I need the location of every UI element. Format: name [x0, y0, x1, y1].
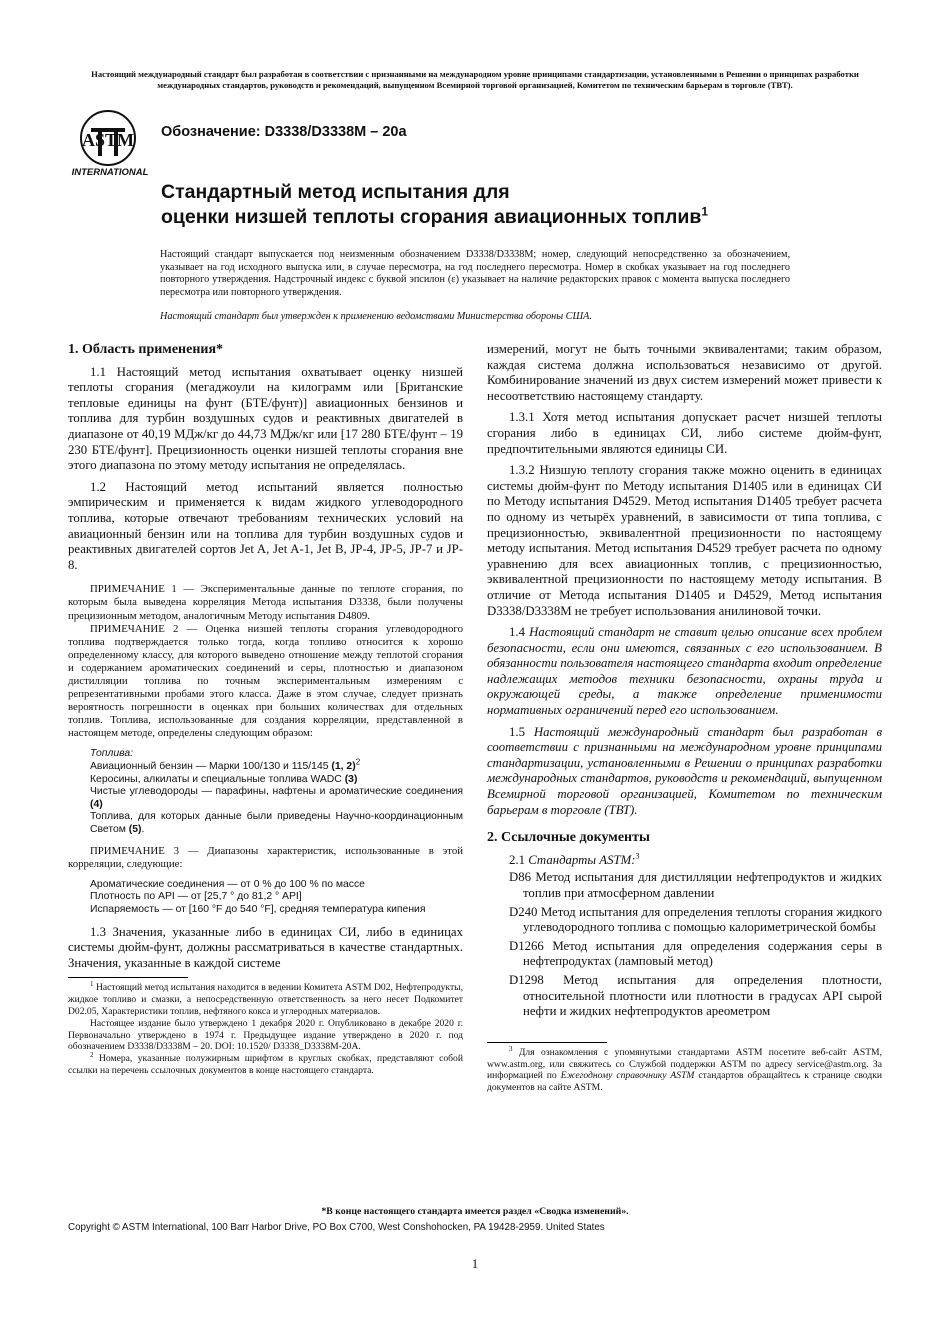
footnote-rule [68, 977, 188, 978]
fuels-list [90, 748, 463, 836]
title-line-2: оценки низшей теплоты сгорания авиационных топлив [161, 206, 702, 228]
range-item: Плотность по API — от [25,7 ° до 81,2 ° API] [90, 891, 302, 903]
right-column [487, 342, 882, 1094]
footnote-2: $^2$ Номера, указанные полужирным шрифтом в круглых скобках, представляют собой ссылки на перечень ссылочных документов в конце настоящего стандарта. [68, 1050, 463, 1076]
fuel-item: Чистые углеводороды — парафины, нафтены и ароматические соединения (4) [90, 786, 463, 810]
range-item: Ароматические соединения — от 0 % до 100 % по массе [90, 878, 365, 890]
reference-item: D240 Метод испытания для определения теплоты сгорания жидкого углеводородного топлива с помощью калориметрической бомбы [509, 904, 882, 935]
fuel-item: Топлива, для которых данные были приведены Научно-координационным Светом (5). [90, 811, 463, 835]
fuels-label: Топлива: [90, 748, 133, 760]
para-1-1: 1.1 Настоящий метод испытания охватывает оценку низшей теплоты сгорания (мегаджоули на килограмм или [Британские тепловые единицы на фунт (БТЕ/фунт)] авиационных бензинов и топлива для турбин воздушных судов и реактивных двигателей в диапазоне от 40,19 МДж/кг до 44,73 МДж/кг или [17 280 БТЕ/фунт – 19 230 БТЕ/фунт]. Прецизионность оценки низшей теплоты сгорания вне этого диапазона по этому методу испытания не определялась. [68, 364, 463, 473]
para-1-4: 1.4 Настоящий стандарт не ставит целью описание всех проблем безопасности, если они имеются, связанных с его использованием. В обязанности пользователя настоящего стандарта входит определение надлежащих методов техники безопасности, охраны труда и окружающей среды, а также определение применимости нормативных ограничений перед его использованием. [487, 625, 882, 718]
title-line-1: Стандартный метод испытания для [161, 181, 510, 203]
footnote-1: $^1$ Настоящий метод испытания находится в ведении Комитета ASTM D02, Нефтепродукты, жидкое топливо и смазки, а непосредственную ответственность за него несет Подкомитет D02.05, Характеристики топлив, нефтяного кокса и углеродных материалов. [68, 980, 463, 1017]
fuel-item: Керосины, алкилаты и специальные топлива WADC (3) [90, 773, 358, 785]
reference-item: D1266 Метод испытания для определения содержания серы в нефтепродуктах (ламповый метод) [509, 938, 882, 969]
section-1-heading: 1. Область применения* [68, 342, 224, 357]
logo-text-sub: INTERNATIONAL [71, 167, 149, 178]
title-footnote-mark: 1 [701, 204, 708, 219]
note-1: ПРИМЕЧАНИЕ 1 — Экспериментальные данные по теплоте сгорания, по которым была выведена корреляция Метода испытания D3338, были получены прецизионным методом, аналогичным Методу испытания D4809. [68, 583, 463, 622]
para-1-3-cont: измерений, могут не быть точными эквивалентами; таким образом, каждая система должна использоваться независимо от другой. Комбинирование значений из двух систем измерений может привести к несоответствию настоящему стандарту. [487, 342, 882, 403]
footnote-rule [487, 1042, 607, 1043]
reference-item: D86 Метод испытания для дистилляции нефтепродуктов и жидких топлив при атмосферном давлении [509, 870, 882, 900]
note-3: ПРИМЕЧАНИЕ 3 — Диапазоны характеристик, использованные в этой корреляции, следующие: [68, 844, 463, 870]
footnote-3: $^3$ Для ознакомления с упомянутыми стандартами ASTM посетите веб-сайт ASTM, www.astm.org, или свяжитесь со Службой поддержки ASTM по адресу service@astm.org. За информацией по Ежегодному справочнику ASTM стандартов обращайтесь к странице сводки документов на сайте ASTM. [487, 1044, 882, 1094]
astm-logo [64, 108, 156, 178]
designation: Обозначение: D3338/D3338M – 20a [161, 124, 407, 140]
fuel-item: Авиационный бензин — Марки 100/130 и 115/145 (1, 2)$^2$ [90, 757, 361, 773]
change-summary-note: *В конце настоящего стандарта имеется раздел «Сводка изменений». [321, 1206, 629, 1217]
para-1-3-1: 1.3.1 Хотя метод испытания допускает расчет низшей теплоты сгорания либо в единицах СИ, либо системе дюйм-фунт, предпочтительными являются единицы СИ. [487, 410, 882, 456]
note-2: ПРИМЕЧАНИЕ 2 — Оценка низшей теплоты сгорания углеводородного топлива подтверждается только тогда, когда топливо относится к хорошо определенному классу, для которого выведено отношение между теплотой сгорания и содержанием ароматических соединений и серы, плотностью и диапазоном дистилляции топлива по точным экспериментальным измерениям с репрезентативными пробами этого класса. Даже в этом случае, следует признать вероятность погрешности в оценках при больших количествах для отдельных топлив. Топлива, использованные для создания корреляции, представленной в настоящем методе, определены следующим образом: [68, 622, 463, 740]
top-notice: Настоящий международный стандарт был разработан в соответствии с признанными на международном уровне принципами стандартизации, установленными в Решении о принципах разработки международных стандартов, руководств и рекомендаций, выпущенном Всемирной торговой организацией, Комитетом по техническим барьерам в торговле (ТВТ). [91, 69, 859, 90]
reference-item: D1298 Метод испытания для определения плотности, относительной плотности или плотности в градусах API сырой нефти и жидких нефтепродуктов ареометром [509, 972, 882, 1019]
left-column [68, 342, 463, 1077]
page-number: 1 [471, 1257, 479, 1271]
para-1-3-start: 1.3 Значения, указанные либо в единицах СИ, либо в единицах системы дюйм-фунт, должны рассматриваться в качестве стандартных. Значения, указанные в каждой системе [68, 924, 463, 970]
para-1-2: 1.2 Настоящий метод испытаний является полностью эмпирическим и применяется к видам жидкого углеводородного топлива, которые отвечают требованиям технических условий на авиационный бензин или на топлива для турбин воздушных судов и реактивных двигателей сортов Jet A, Jet A-1, Jet B, JP-4, JP-5, JP-7 и JP-8. [68, 479, 463, 572]
notes-block [68, 583, 463, 740]
page-title [161, 180, 861, 230]
footnote-1-edition: Настоящее издание было утверждено 1 декабря 2020 г. Опубликовано в декабре 2020 г. Первоначально утверждено в 1974 г. Предыдущее издание утверждено в 2020 г. под обозначением D3338/D3338M – 20. DOI: 10.1520/ D3338_D3338M-20A. [68, 1017, 463, 1053]
copyright: Copyright © ASTM International, 100 Barr Harbor Drive, PO Box C700, West Conshohocken, PA 19428-2959. United States [68, 1222, 605, 1233]
issue-statement: Настоящий стандарт выпускается под неизменным обозначением D3338/D3338M; номер, следующий непосредственно за обозначением, указывает на год исходного выпуска или, в случае пересмотра, на год последнего пересмотра. Номер в скобках указывает на год последнего повторного утверждения. Надстрочный индекс с буквой эпсилон (ε) указывает на наличие редакторских правок с момента выпуска последнего пересмотра или повторного утверждения. [160, 249, 790, 298]
para-1-5: 1.5 Настоящий международный стандарт был разработан в соответствии с признанными на международном уровне принципами стандартизации, установленными в Решении о принципах разработки международных стандартов, руководств и рекомендаций, выпущенном Всемирной торговой организацией, Комитетом по техническим барьерам в торговле (ТВТ). [487, 724, 882, 817]
ranges-list [90, 879, 463, 917]
para-1-3-2: 1.3.2 Низшую теплоту сгорания также можно оценить в единицах системы дюйм-фунт по Методу испытания D1405 или в единицах СИ по Методу испытания D4529. Метод испытания D1405 требует расчета по одному из четырёх уравнений, в зависимости от типа топлива, с прецизионностью, эквивалентной прецизионности по настоящему методу испытания. Метод испытания D4529 требует расчета по одному уравнению для всех авиационных топлив, с прецизионностью, эквивалентной прецизионности по настоящему методу испытания. В отличие от Метода испытания D1405 и D4529, Метод испытания D3338/D3338M не требует использования анилиновой точки. [487, 463, 882, 618]
logo-text-main: ASTM [81, 130, 135, 150]
section-2-heading: 2. Ссылочные документы [487, 830, 650, 846]
range-item: Испаряемость — от [160 °F до 540 °F], средняя температура кипения [90, 903, 426, 915]
astm-standards-subheading: 2.1 Стандарты ASTM:$^3$ [509, 851, 640, 867]
approval-statement: Настоящий стандарт был утвержден к применению ведомствами Министерства обороны США. [160, 311, 592, 322]
